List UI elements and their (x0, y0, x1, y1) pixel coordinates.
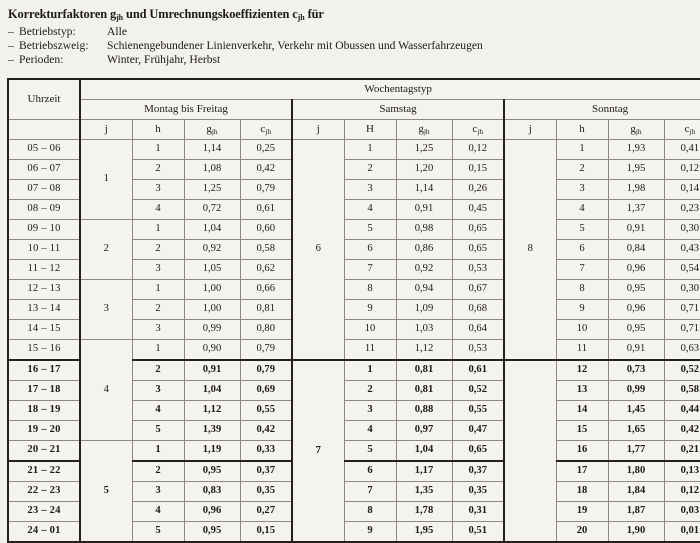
cell-saturday-c: 0,53 (452, 340, 504, 361)
cell-sunday-g: 1,80 (608, 461, 664, 482)
cell-sunday-h: 4 (556, 200, 608, 220)
header-symbol-sunday-h: h (556, 120, 608, 140)
header-symbol-sunday-c: $c_{jh}$ (664, 120, 700, 140)
header-symbol-saturday-g: $g_{jh}$ (396, 120, 452, 140)
cell-sunday-h: 5 (556, 220, 608, 240)
cell-saturday-h: 8 (344, 280, 396, 300)
cell-weekday-g: 0,96 (184, 502, 240, 522)
cell-weekday-h: 2 (132, 461, 184, 482)
cell-sunday-g: 1,84 (608, 482, 664, 502)
cell-weekday-h: 1 (132, 340, 184, 361)
cell-sunday-h: 8 (556, 280, 608, 300)
cell-sunday-h: 2 (556, 160, 608, 180)
cell-sunday-c: 0,71 (664, 320, 700, 340)
cell-sunday-g: 0,91 (608, 220, 664, 240)
cell-weekday-g: 0,90 (184, 340, 240, 361)
cell-saturday-h: 7 (344, 260, 396, 280)
cell-weekday-c: 0,79 (240, 360, 292, 381)
cell-weekday-g: 1,12 (184, 401, 240, 421)
meta-dash: – (8, 39, 14, 52)
cell-saturday-h: 4 (344, 421, 396, 441)
cell-saturday-h: 8 (344, 502, 396, 522)
cell-sunday-c: 0,41 (664, 140, 700, 160)
cell-uhrzeit: 15 – 16 (8, 340, 80, 361)
cell-weekday-c: 0,33 (240, 441, 292, 462)
cell-uhrzeit: 23 – 24 (8, 502, 80, 522)
cell-saturday-g: 1,25 (396, 140, 452, 160)
cell-weekday-h: 1 (132, 140, 184, 160)
cell-sunday-h: 14 (556, 401, 608, 421)
cell-weekday-g: 0,99 (184, 320, 240, 340)
meta-label-betriebszweig: Betriebszweig: (19, 39, 89, 52)
meta-value-betriebszweig: Schienengebundener Linienverkehr, Verkehr mit Obussen und Wasserfahrzeugen (107, 39, 483, 52)
cell-uhrzeit: 22 – 23 (8, 482, 80, 502)
cell-saturday-g: 1,17 (396, 461, 452, 482)
cell-weekday-g: 0,72 (184, 200, 240, 220)
cell-saturday-j: 7 (292, 360, 344, 542)
cell-uhrzeit: 18 – 19 (8, 401, 80, 421)
cell-uhrzeit: 07 – 08 (8, 180, 80, 200)
cell-weekday-g: 1,25 (184, 180, 240, 200)
cell-saturday-c: 0,53 (452, 260, 504, 280)
cell-sunday-h: 18 (556, 482, 608, 502)
cell-saturday-h: 4 (344, 200, 396, 220)
cell-sunday-g: 0,96 (608, 260, 664, 280)
cell-uhrzeit: 14 – 15 (8, 320, 80, 340)
header-symbol-weekday-g: $g_{jh}$ (184, 120, 240, 140)
page-title (8, 7, 694, 22)
cell-sunday-c: 0,44 (664, 401, 700, 421)
cell-weekday-c: 0,55 (240, 401, 292, 421)
cell-saturday-j: 6 (292, 140, 344, 361)
cell-sunday-c: 0,21 (664, 441, 700, 462)
cell-weekday-h: 4 (132, 200, 184, 220)
cell-saturday-g: 1,95 (396, 522, 452, 543)
cell-weekday-h: 2 (132, 300, 184, 320)
header-symbol-saturday-c: $c_{jh}$ (452, 120, 504, 140)
cell-uhrzeit: 20 – 21 (8, 441, 80, 462)
cell-weekday-c: 0,58 (240, 240, 292, 260)
cell-weekday-g: 1,04 (184, 220, 240, 240)
table-body (8, 140, 700, 543)
cell-weekday-c: 0,62 (240, 260, 292, 280)
cell-weekday-h: 5 (132, 421, 184, 441)
cell-saturday-g: 0,94 (396, 280, 452, 300)
cell-weekday-h: 5 (132, 522, 184, 543)
cell-saturday-g: 1,04 (396, 441, 452, 462)
cell-saturday-c: 0,51 (452, 522, 504, 543)
cell-sunday-g: 0,95 (608, 320, 664, 340)
cell-saturday-g: 1,78 (396, 502, 452, 522)
cell-weekday-h: 2 (132, 160, 184, 180)
cell-sunday-g: 1,37 (608, 200, 664, 220)
cell-weekday-c: 0,37 (240, 461, 292, 482)
cell-saturday-h: 2 (344, 381, 396, 401)
cell-sunday-c: 0,42 (664, 421, 700, 441)
cell-weekday-c: 0,42 (240, 421, 292, 441)
header-symbol-weekday-h: h (132, 120, 184, 140)
cell-saturday-g: 0,98 (396, 220, 452, 240)
cell-weekday-h: 2 (132, 360, 184, 381)
cell-weekday-g: 1,00 (184, 280, 240, 300)
cell-sunday-j (504, 360, 556, 542)
cell-sunday-h: 3 (556, 180, 608, 200)
cell-saturday-h: 5 (344, 441, 396, 462)
cell-sunday-g: 1,87 (608, 502, 664, 522)
header-symbol-uhrzeit-blank (8, 120, 80, 140)
cell-sunday-c: 0,01 (664, 522, 700, 543)
cell-saturday-h: 11 (344, 340, 396, 361)
cell-weekday-c: 0,27 (240, 502, 292, 522)
cell-uhrzeit: 17 – 18 (8, 381, 80, 401)
cell-saturday-c: 0,64 (452, 320, 504, 340)
cell-saturday-g: 1,12 (396, 340, 452, 361)
title-prefix: Korrekturfaktoren g (8, 7, 117, 21)
cell-saturday-g: 0,86 (396, 240, 452, 260)
cell-saturday-g: 1,35 (396, 482, 452, 502)
cell-sunday-h: 16 (556, 441, 608, 462)
table-row (8, 340, 700, 361)
cell-sunday-h: 1 (556, 140, 608, 160)
cell-uhrzeit: 12 – 13 (8, 280, 80, 300)
cell-weekday-c: 0,80 (240, 320, 292, 340)
header-row-symbols (8, 120, 700, 140)
header-symbol-sunday-j: j (504, 120, 556, 140)
cell-uhrzeit: 05 – 06 (8, 140, 80, 160)
cell-sunday-g: 0,73 (608, 360, 664, 381)
cell-sunday-g: 0,99 (608, 381, 664, 401)
cell-saturday-c: 0,65 (452, 240, 504, 260)
cell-sunday-g: 0,96 (608, 300, 664, 320)
cell-uhrzeit: 21 – 22 (8, 461, 80, 482)
cell-weekday-h: 3 (132, 180, 184, 200)
cell-sunday-h: 7 (556, 260, 608, 280)
cell-saturday-g: 1,14 (396, 180, 452, 200)
cell-weekday-g: 1,39 (184, 421, 240, 441)
cell-saturday-g: 1,20 (396, 160, 452, 180)
cell-sunday-c: 0,54 (664, 260, 700, 280)
cell-saturday-h: 1 (344, 140, 396, 160)
cell-saturday-g: 0,91 (396, 200, 452, 220)
table-row (8, 441, 700, 462)
correction-factor-table-wrap (6, 78, 700, 543)
cell-sunday-g: 1,95 (608, 160, 664, 180)
cell-saturday-c: 0,45 (452, 200, 504, 220)
cell-sunday-g: 0,91 (608, 340, 664, 361)
cell-weekday-h: 1 (132, 220, 184, 240)
title-middle: und Umrechnungskoeffizienten c (123, 7, 298, 21)
cell-weekday-g: 0,92 (184, 240, 240, 260)
cell-weekday-c: 0,66 (240, 280, 292, 300)
header-wochentagstyp: Wochentagstyp (80, 79, 700, 100)
cell-saturday-c: 0,61 (452, 360, 504, 381)
cell-weekday-h: 2 (132, 240, 184, 260)
header-symbol-saturday-j: j (292, 120, 344, 140)
cell-saturday-c: 0,68 (452, 300, 504, 320)
header-symbol-saturday-h: H (344, 120, 396, 140)
cell-saturday-c: 0,15 (452, 160, 504, 180)
cell-sunday-h: 10 (556, 320, 608, 340)
cell-weekday-c: 0,79 (240, 340, 292, 361)
header-symbol-weekday-j: j (80, 120, 132, 140)
cell-weekday-g: 1,19 (184, 441, 240, 462)
cell-saturday-c: 0,12 (452, 140, 504, 160)
cell-weekday-c: 0,25 (240, 140, 292, 160)
title-sub-1: jh (116, 13, 124, 22)
cell-saturday-g: 0,88 (396, 401, 452, 421)
cell-saturday-g: 0,97 (396, 421, 452, 441)
cell-saturday-c: 0,31 (452, 502, 504, 522)
cell-sunday-h: 12 (556, 360, 608, 381)
cell-sunday-g: 1,98 (608, 180, 664, 200)
meta-row-betriebszweig (8, 39, 694, 52)
cell-sunday-c: 0,30 (664, 280, 700, 300)
meta-dash: – (8, 53, 14, 66)
table-row (8, 220, 700, 240)
cell-saturday-h: 9 (344, 522, 396, 543)
cell-sunday-c: 0,12 (664, 482, 700, 502)
cell-saturday-h: 1 (344, 360, 396, 381)
cell-uhrzeit: 10 – 11 (8, 240, 80, 260)
cell-sunday-h: 15 (556, 421, 608, 441)
cell-weekday-c: 0,81 (240, 300, 292, 320)
meta-value-betriebstyp: Alle (107, 25, 127, 38)
cell-saturday-h: 9 (344, 300, 396, 320)
cell-sunday-h: 17 (556, 461, 608, 482)
cell-saturday-g: 1,09 (396, 300, 452, 320)
cell-weekday-g: 0,95 (184, 461, 240, 482)
cell-weekday-h: 4 (132, 502, 184, 522)
header-group-sonntag: Sonntag (504, 100, 700, 120)
cell-sunday-h: 20 (556, 522, 608, 543)
cell-uhrzeit: 19 – 20 (8, 421, 80, 441)
cell-saturday-h: 10 (344, 320, 396, 340)
cell-sunday-h: 11 (556, 340, 608, 361)
cell-weekday-c: 0,60 (240, 220, 292, 240)
cell-sunday-g: 0,84 (608, 240, 664, 260)
meta-value-perioden: Winter, Frühjahr, Herbst (107, 53, 221, 66)
title-sub-2: jh (297, 13, 305, 22)
header-group-samstag: Samstag (292, 100, 504, 120)
cell-weekday-j: 2 (80, 220, 132, 280)
cell-sunday-h: 19 (556, 502, 608, 522)
cell-sunday-c: 0,12 (664, 160, 700, 180)
correction-factor-table (7, 78, 700, 543)
cell-weekday-h: 1 (132, 441, 184, 462)
cell-saturday-c: 0,67 (452, 280, 504, 300)
cell-uhrzeit: 08 – 09 (8, 200, 80, 220)
cell-sunday-c: 0,30 (664, 220, 700, 240)
cell-weekday-c: 0,35 (240, 482, 292, 502)
meta-row-betriebstyp (8, 25, 694, 38)
cell-sunday-c: 0,71 (664, 300, 700, 320)
cell-saturday-c: 0,47 (452, 421, 504, 441)
cell-weekday-h: 3 (132, 381, 184, 401)
cell-saturday-c: 0,55 (452, 401, 504, 421)
cell-saturday-g: 0,81 (396, 360, 452, 381)
corner-header-uhrzeit: Uhrzeit (8, 79, 80, 120)
cell-weekday-c: 0,61 (240, 200, 292, 220)
cell-weekday-j: 4 (80, 340, 132, 441)
cell-uhrzeit: 06 – 07 (8, 160, 80, 180)
cell-saturday-h: 7 (344, 482, 396, 502)
cell-saturday-c: 0,52 (452, 381, 504, 401)
cell-sunday-h: 13 (556, 381, 608, 401)
cell-saturday-h: 6 (344, 240, 396, 260)
cell-weekday-g: 1,05 (184, 260, 240, 280)
cell-sunday-g: 1,45 (608, 401, 664, 421)
cell-saturday-c: 0,65 (452, 441, 504, 462)
cell-saturday-g: 0,81 (396, 381, 452, 401)
cell-saturday-c: 0,65 (452, 220, 504, 240)
cell-weekday-h: 3 (132, 482, 184, 502)
cell-sunday-c: 0,03 (664, 502, 700, 522)
header-row-supergroup (8, 79, 700, 100)
cell-sunday-c: 0,43 (664, 240, 700, 260)
cell-weekday-h: 4 (132, 401, 184, 421)
header-symbol-weekday-c: $c_{jh}$ (240, 120, 292, 140)
cell-uhrzeit: 13 – 14 (8, 300, 80, 320)
table-head (8, 79, 700, 140)
meta-dash: – (8, 25, 14, 38)
cell-saturday-h: 5 (344, 220, 396, 240)
cell-weekday-c: 0,42 (240, 160, 292, 180)
meta-label-betriebstyp: Betriebstyp: (19, 25, 76, 38)
cell-uhrzeit: 11 – 12 (8, 260, 80, 280)
cell-saturday-h: 6 (344, 461, 396, 482)
cell-saturday-h: 3 (344, 401, 396, 421)
cell-weekday-j: 3 (80, 280, 132, 340)
cell-weekday-h: 1 (132, 280, 184, 300)
meta-label-perioden: Perioden: (19, 53, 64, 66)
cell-weekday-h: 3 (132, 320, 184, 340)
cell-sunday-h: 9 (556, 300, 608, 320)
cell-sunday-j: 8 (504, 140, 556, 361)
cell-weekday-g: 0,95 (184, 522, 240, 543)
meta-row-perioden (8, 53, 694, 66)
cell-sunday-c: 0,13 (664, 461, 700, 482)
cell-sunday-c: 0,23 (664, 200, 700, 220)
cell-weekday-g: 1,00 (184, 300, 240, 320)
cell-weekday-g: 0,91 (184, 360, 240, 381)
cell-sunday-c: 0,14 (664, 180, 700, 200)
cell-weekday-c: 0,15 (240, 522, 292, 543)
cell-saturday-c: 0,37 (452, 461, 504, 482)
cell-saturday-g: 0,92 (396, 260, 452, 280)
cell-weekday-g: 1,14 (184, 140, 240, 160)
cell-sunday-g: 1,65 (608, 421, 664, 441)
cell-sunday-g: 0,95 (608, 280, 664, 300)
cell-saturday-h: 2 (344, 160, 396, 180)
cell-weekday-j: 1 (80, 140, 132, 220)
cell-weekday-c: 0,69 (240, 381, 292, 401)
cell-uhrzeit: 16 – 17 (8, 360, 80, 381)
cell-saturday-g: 1,03 (396, 320, 452, 340)
cell-uhrzeit: 24 – 01 (8, 522, 80, 543)
cell-uhrzeit: 09 – 10 (8, 220, 80, 240)
title-suffix: für (304, 7, 324, 21)
header-symbol-sunday-g: $g_{jh}$ (608, 120, 664, 140)
cell-sunday-h: 6 (556, 240, 608, 260)
cell-sunday-g: 1,77 (608, 441, 664, 462)
cell-weekday-g: 1,08 (184, 160, 240, 180)
cell-saturday-c: 0,35 (452, 482, 504, 502)
table-row (8, 280, 700, 300)
cell-weekday-c: 0,79 (240, 180, 292, 200)
cell-sunday-c: 0,58 (664, 381, 700, 401)
cell-weekday-h: 3 (132, 260, 184, 280)
header-group-montag-bis-freitag: Montag bis Freitag (80, 100, 292, 120)
cell-weekday-j: 5 (80, 441, 132, 543)
cell-sunday-g: 1,90 (608, 522, 664, 543)
cell-saturday-c: 0,26 (452, 180, 504, 200)
cell-weekday-g: 1,04 (184, 381, 240, 401)
cell-weekday-g: 0,83 (184, 482, 240, 502)
cell-sunday-g: 1,93 (608, 140, 664, 160)
cell-sunday-c: 0,63 (664, 340, 700, 361)
cell-sunday-c: 0,52 (664, 360, 700, 381)
cell-saturday-h: 3 (344, 180, 396, 200)
header-row-groups (8, 100, 700, 120)
table-row (8, 140, 700, 160)
